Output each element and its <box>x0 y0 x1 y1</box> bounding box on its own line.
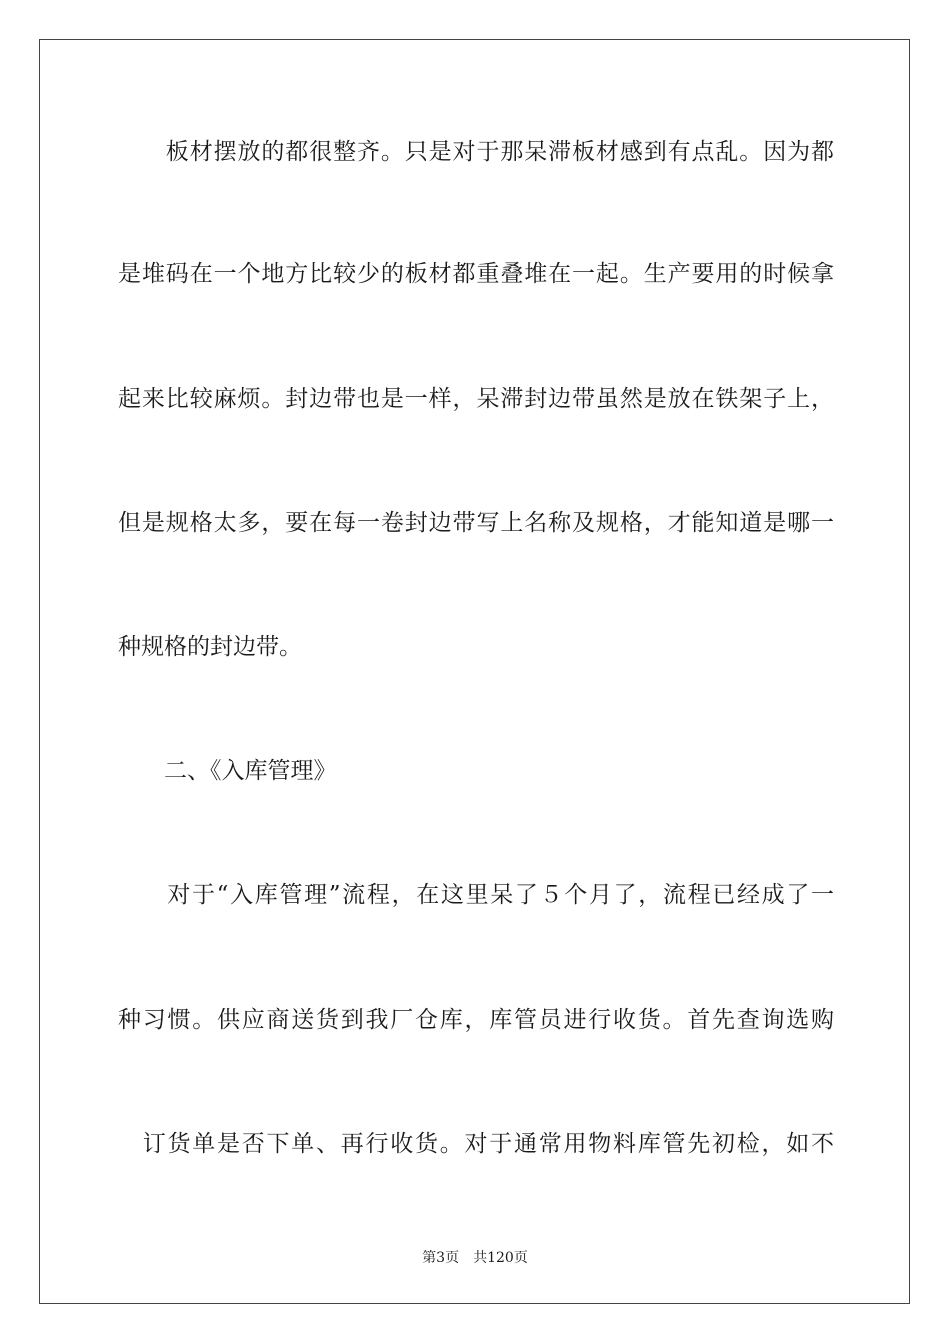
body-line-9: 订货单是否下单、再行收货。对于通常用物料库管先初检，如不 <box>118 1131 834 1157</box>
page-number: 第3页 <box>422 1250 460 1266</box>
body-line-8: 种习惯。供应商送货到我厂仓库，库管员进行收货。首先查询选购 <box>118 1007 834 1033</box>
page-footer <box>0 1247 950 1267</box>
body-line-4: 但是规格太多，要在每一卷封边带写上名称及规格，才能知道是哪一 <box>118 510 834 536</box>
body-line-1: 板材摆放的都很整齐。只是对于那呆滞板材感到有点乱。因为都 <box>118 139 834 165</box>
body-line-5: 种规格的封边带。 <box>118 634 302 660</box>
body-line-2: 是堆码在一个地方比较少的板材都重叠堆在一起。生产要用的时候拿 <box>118 261 834 287</box>
page-total: 共120页 <box>473 1250 528 1266</box>
section-heading: 二、《入库管理》 <box>118 758 337 784</box>
body-line-7: 对于“入库管理”流程，在这里呆了５个月了，流程已经成了一 <box>118 882 834 908</box>
page-border <box>39 39 910 1304</box>
body-line-3: 起来比较麻烦。封边带也是一样，呆滞封边带虽然是放在铁架子上， <box>118 386 834 412</box>
